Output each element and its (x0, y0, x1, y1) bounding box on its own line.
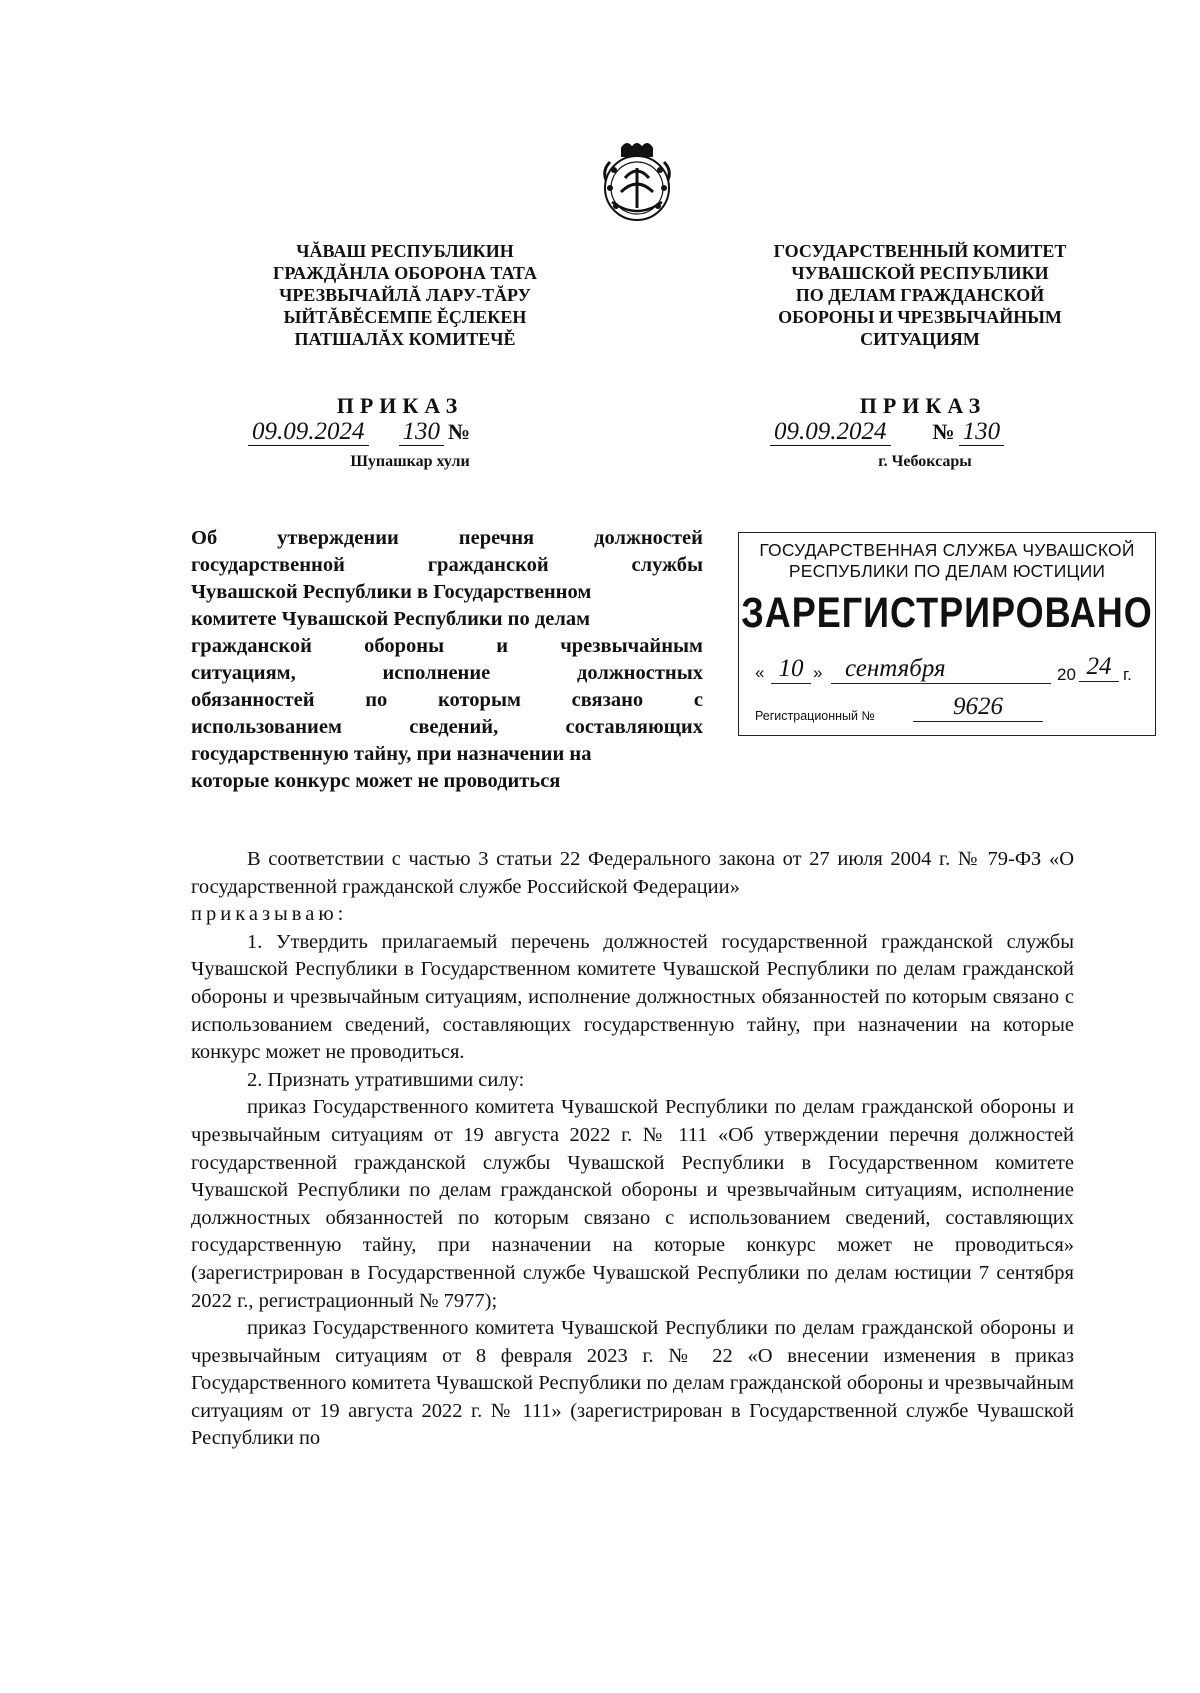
subject-line (191, 552, 703, 579)
stamp-year-suffix: 24 (1079, 653, 1119, 682)
subject-word: гражданской (191, 635, 312, 657)
header-left-line: ГРАЖДĂНЛА ОБОРОНА ТАТА (272, 263, 538, 283)
subject-word: составляющих (565, 716, 703, 738)
subject-line (191, 741, 703, 768)
header-right-line: ЧУВАШСКОЙ РЕСПУБЛИКИ (791, 263, 1049, 283)
body-item-1: 1. Утвердить прилагаемый перечень должностей государственной гражданской службы Чувашской Республики в Государственном комитете Чувашской Республики по делам гражданской обороны и чрезвычайным ситуациям, исполнение должностных обязанностей по которым связано с использованием сведений, составляющих государственную тайну, при назначении на которые конкурс может не проводиться. (191, 930, 1074, 1064)
header-left-line: ЫЙТĂВĚСЕМПЕ ĚҪЛЕКЕН (283, 307, 527, 327)
stamp-quote-open: « (755, 663, 765, 682)
subject-line (191, 714, 703, 741)
order-date-number-right (770, 418, 1090, 450)
stamp-year-unit: г. (1123, 665, 1132, 684)
subject-line (191, 606, 703, 633)
subject-word: сведений, (409, 716, 499, 738)
header-right-line: СИТУАЦИЯМ (860, 329, 980, 349)
place-left: Шупашкар хули (350, 453, 470, 470)
body-order-word (191, 901, 1074, 929)
subject-word: ситуациям, (191, 662, 296, 684)
header-right-line: ГОСУДАРСТВЕННЫЙ КОМИТЕТ (773, 241, 1067, 261)
prikaz-label-left: ПРИКАЗ (336, 393, 464, 418)
order-number-right: 130 (959, 418, 1005, 446)
header-left-line: ЧРЕЗВЫЧАЙЛĂ ЛАРУ-ТĂРУ (279, 285, 531, 305)
order-date-number-left (248, 418, 538, 450)
order-date-left: 09.09.2024 (248, 418, 369, 446)
stamp-reg-label: Регистрационный № (755, 709, 875, 723)
subject-word: гражданской (427, 554, 549, 576)
subject-line (191, 768, 703, 795)
prikaz-label-right: ПРИКАЗ (859, 393, 987, 418)
subject-word: которые конкурс может не проводиться (191, 770, 561, 792)
header-left-line: ПАТШАЛĂХ КОМИТЕЧĚ (294, 329, 516, 349)
stamp-month: сентября (831, 655, 1051, 684)
subject-word: государственной (191, 554, 345, 576)
registration-stamp (738, 532, 1156, 736)
subject-line (191, 579, 703, 606)
header-right-line: ОБОРОНЫ И ЧРЕЗВЫЧАЙНЫМ (778, 307, 1062, 327)
order-body (191, 846, 1074, 1453)
order-date-right: 09.09.2024 (770, 418, 891, 446)
header-right-title (740, 240, 1100, 350)
place-right: г. Чебоксары (878, 453, 972, 470)
subject-word: Чувашской Республики в Государственном (191, 581, 592, 603)
header-right-line: ПО ДЕЛАМ ГРАЖДАНСКОЙ (795, 285, 1045, 305)
stamp-year-prefix: 20 (1057, 665, 1076, 684)
subject-line (191, 633, 703, 660)
number-sign-right: № (932, 419, 955, 444)
stamp-date-row (753, 653, 1145, 691)
subject-word: обязанностей (191, 689, 315, 711)
subject-word: по (365, 689, 388, 711)
subject-word: обороны (364, 635, 445, 657)
subject-word: службы (631, 554, 703, 576)
subject-word: должностных (576, 662, 703, 684)
republic-emblem-icon (592, 130, 682, 226)
subject-line (191, 660, 703, 687)
subject-word: комитете Чувашской Республики по делам (191, 608, 591, 630)
header-left-title (255, 240, 555, 350)
subject-word: связано (571, 689, 644, 711)
body-repealed-order-b: приказ Государственного комитета Чувашской Республики по делам гражданской обороны и чрезвычайным ситуациям от 8 февраля 2023 г. № 22 «О внесении изменения в приказ Государственного комитета Чувашской Республики по делам гражданской обороны и чрезвычайным ситуациям от 19 августа 2022 г. № 111» (зарегистрирован в Государственной службе Чувашской Республики по (191, 1317, 1074, 1450)
subject-word: государственную тайну, при назначении на (191, 743, 592, 765)
subject-line (191, 525, 703, 552)
number-sign-left: № (448, 419, 471, 444)
subject-line (191, 687, 703, 714)
stamp-agency-line-1: ГОСУДАРСТВЕННАЯ СЛУЖБА ЧУВАШСКОЙ (759, 540, 1135, 560)
stamp-day: 10 (771, 655, 811, 684)
subject-word: чрезвычайным (560, 635, 703, 657)
header-left-line: ЧĂВАШ РЕСПУБЛИКИН (296, 241, 514, 261)
subject-word: Об (191, 527, 218, 549)
subject-word: должностей (594, 527, 703, 549)
subject-word: перечня (458, 527, 535, 549)
subject-word: использованием (191, 716, 342, 738)
body-item-2: 2. Признать утратившими силу: (247, 1068, 525, 1091)
stamp-quote-close: » (813, 663, 823, 682)
body-repealed-order-a: приказ Государственного комитета Чувашской Республики по делам гражданской обороны и чрезвычайным ситуациям от 19 августа 2022 г. № 111 «Об утверждении перечня должностей государственной гражданской службы Чувашской Республики в Государственном комитете Чувашской Республики по делам гражданской обороны и чрезвычайным ситуациям, исполнение должностных обязанностей по которым связано с использованием сведений, составляющих государственную тайну, при назначении на которые конкурс может не проводиться» (зарегистрирован в Государственной службе Чувашской Республики по делам юстиции 7 сентября 2022 г., регистрационный № 7977); (191, 1096, 1074, 1312)
subject-word: и (496, 635, 509, 657)
body-intro: В соответствии с частью 3 статьи 22 Федерального закона от 27 июля 2004 г. № 79-ФЗ «О государственной гражданской службе Российской Федерации» (191, 848, 1074, 898)
order-subject (191, 525, 703, 795)
stamp-agency-line-2: РЕСПУБЛИКИ ПО ДЕЛАМ ЮСТИЦИИ (788, 561, 1106, 581)
order-number-left: 130 (399, 418, 445, 446)
subject-word: которым (437, 689, 521, 711)
stamp-registered-label: ЗАРЕГИСТРИРОВАНО (741, 588, 1153, 637)
subject-word: исполнение (382, 662, 491, 684)
subject-word: с (693, 689, 703, 711)
stamp-reg-number: 9626 (913, 693, 1043, 722)
stamp-reg-number-row (753, 693, 1145, 729)
order-word: приказываю: (191, 903, 348, 926)
subject-word: утверждении (277, 527, 399, 549)
